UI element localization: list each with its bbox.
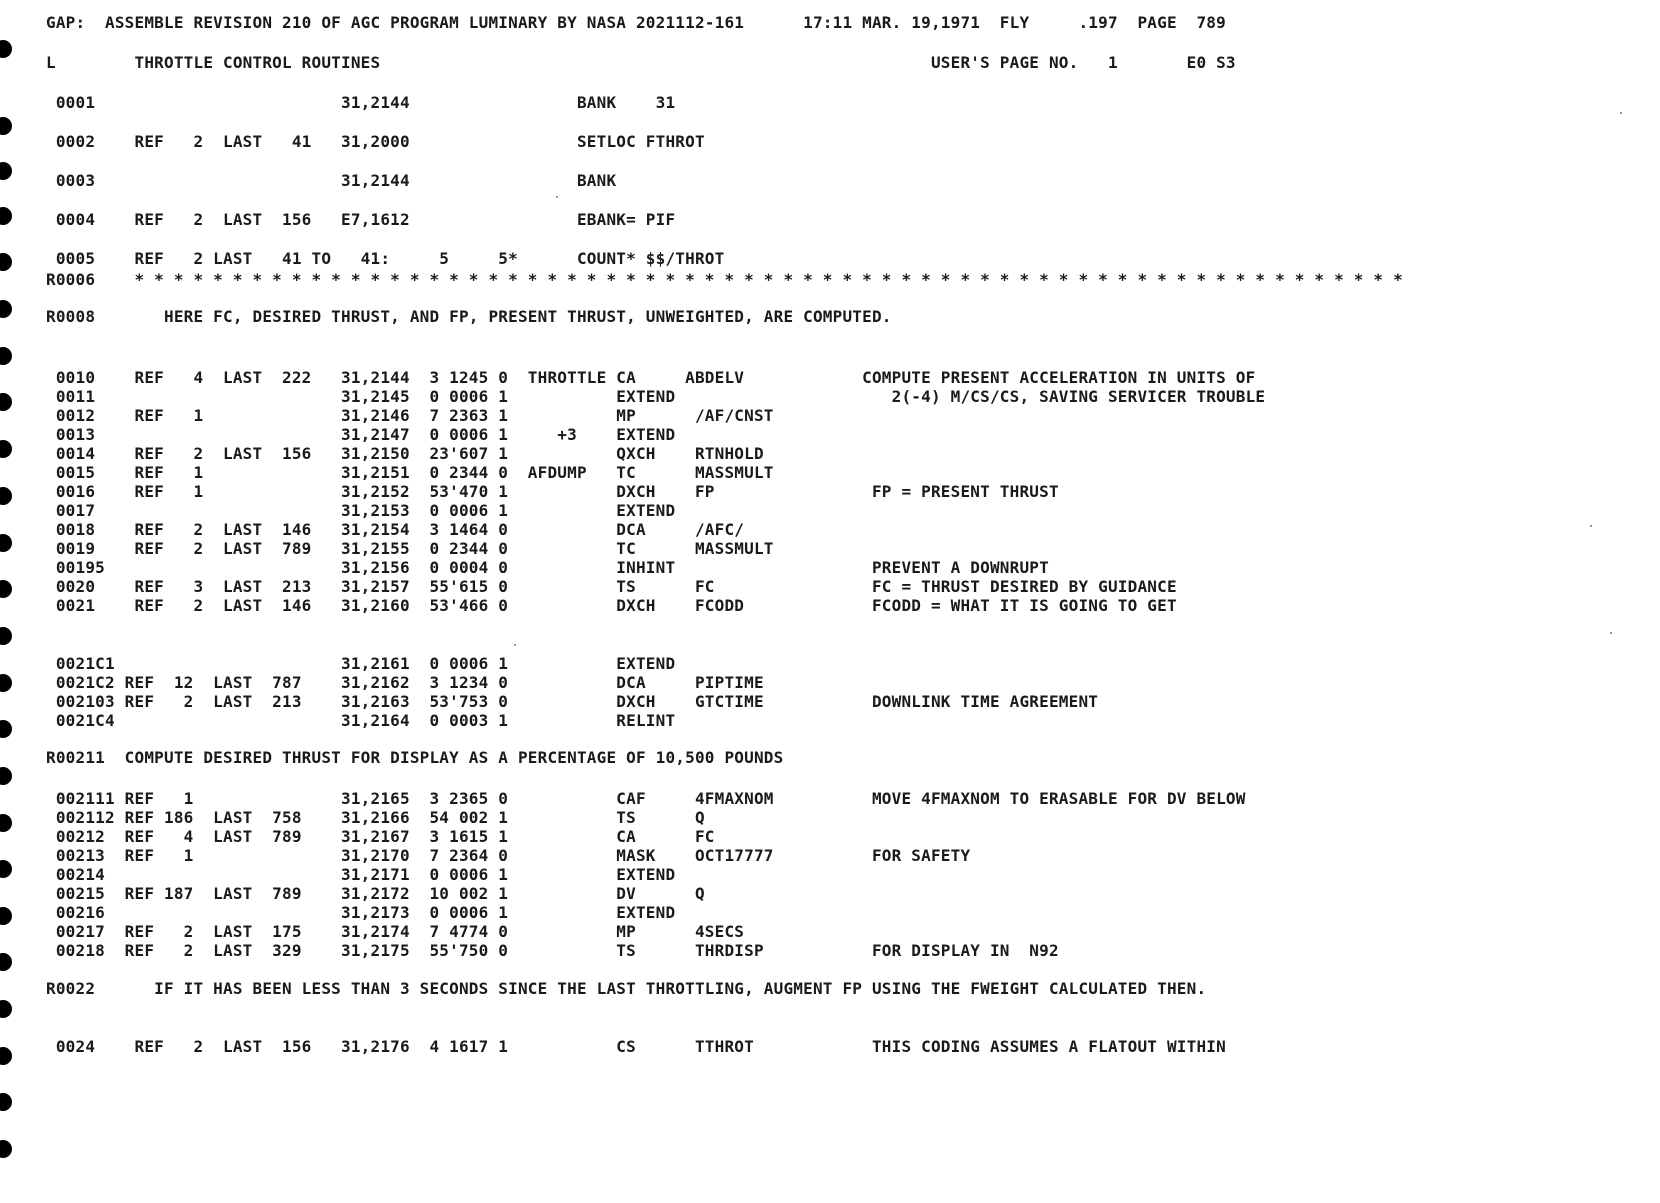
listing-line: 0021C4 31,2164 0 0003 1 RELINT [46, 711, 676, 730]
punch-hole [0, 814, 12, 832]
listing-line: 00217 REF 2 LAST 175 31,2174 7 4774 0 MP 4SECS [46, 922, 745, 941]
punch-hole [0, 720, 12, 738]
punch-hole [0, 300, 12, 318]
punch-hole [0, 162, 12, 180]
listing-line: 0016 REF 1 31,2152 53'470 1 DXCH FP FP = PRESENT THRUST [46, 482, 1059, 501]
listing-line: 00195 31,2156 0 0004 0 INHINT PREVENT A DOWNRUPT [46, 558, 1049, 577]
listing-line: 002111 REF 1 31,2165 3 2365 0 CAF 4FMAXNOM MOVE 4FMAXNOM TO ERASABLE FOR DV BELOW [46, 789, 1246, 808]
listing-line: 0024 REF 2 LAST 156 31,2176 4 1617 1 CS TTHROT THIS CODING ASSUMES A FLATOUT WITHIN [46, 1037, 1226, 1056]
listing-line: 00213 REF 1 31,2170 7 2364 0 MASK OCT17777 FOR SAFETY [46, 846, 971, 865]
listing-line: 0012 REF 1 31,2146 7 2363 1 MP /AF/CNST [46, 406, 774, 425]
paper-speck [1620, 112, 1622, 114]
punch-hole [0, 953, 12, 971]
listing-line: 0003 31,2144 BANK [46, 171, 617, 190]
listing-line: 0018 REF 2 LAST 146 31,2154 3 1464 0 DCA /AFC/ [46, 520, 745, 539]
paper-speck [514, 644, 516, 646]
listing-line: 00216 31,2173 0 0006 1 EXTEND [46, 903, 676, 922]
punch-hole [0, 534, 12, 552]
listing-remark: R0008 HERE FC, DESIRED THRUST, AND FP, PRESENT THRUST, UNWEIGHTED, ARE COMPUTED. [46, 307, 892, 326]
listing-line: 0019 REF 2 LAST 789 31,2155 0 2344 0 TC MASSMULT [46, 539, 774, 558]
listing-line: 00214 31,2171 0 0006 1 EXTEND [46, 865, 676, 884]
listing-line: 00212 REF 4 LAST 789 31,2167 3 1615 1 CA FC [46, 827, 715, 846]
listing-line: 00215 REF 187 LAST 789 31,2172 10 002 1 DV Q [46, 884, 705, 903]
listing-line: 0015 REF 1 31,2151 0 2344 0 AFDUMP TC MASSMULT [46, 463, 774, 482]
punch-hole [0, 860, 12, 878]
listing-header-subtitle: L THROTTLE CONTROL ROUTINES USER'S PAGE NO. 1 E0 S3 [46, 53, 1236, 72]
punch-hole [0, 907, 12, 925]
listing-separator: R0006 * * * * * * * * * * * * * * * * * * * * * * * * * * * * * * * * * * * * * * * * * * * * * * * * * * * * * * * * * * * * * * * * * [46, 270, 1403, 289]
punch-hole [0, 580, 12, 598]
listing-remark: R0022 IF IT HAS BEEN LESS THAN 3 SECONDS SINCE THE LAST THROTTLING, AUGMENT FP USING THE FWEIGHT CALCULATED THEN. [46, 979, 1207, 998]
paper-speck [556, 196, 558, 198]
punch-hole [0, 347, 12, 365]
punch-hole [0, 767, 12, 785]
punch-hole [0, 627, 12, 645]
listing-header-title: GAP: ASSEMBLE REVISION 210 OF AGC PROGRAM LUMINARY BY NASA 2021112-161 17:11 MAR. 19,1971 FLY .197 PAGE 789 [46, 13, 1226, 32]
listing-line: 002103 REF 2 LAST 213 31,2163 53'753 0 DXCH GTCTIME DOWNLINK TIME AGREEMENT [46, 692, 1099, 711]
punch-hole [0, 1140, 12, 1158]
listing-line: 0005 REF 2 LAST 41 TO 41: 5 5* COUNT* $$/THROT [46, 249, 725, 268]
punch-hole [0, 117, 12, 135]
listing-line: 0017 31,2153 0 0006 1 EXTEND [46, 501, 676, 520]
listing-line: 0011 31,2145 0 0006 1 EXTEND 2(-4) M/CS/CS, SAVING SERVICER TROUBLE [46, 387, 1266, 406]
punch-hole [0, 1047, 12, 1065]
punch-hole [0, 487, 12, 505]
paper-speck [1590, 525, 1592, 527]
listing-line: 0021 REF 2 LAST 146 31,2160 53'466 0 DXCH FCODD FCODD = WHAT IT IS GOING TO GET [46, 596, 1177, 615]
listing-line: 002112 REF 186 LAST 758 31,2166 54 002 1 TS Q [46, 808, 705, 827]
punch-hole [0, 440, 12, 458]
listing-line: 00218 REF 2 LAST 329 31,2175 55'750 0 TS THRDISP FOR DISPLAY IN N92 [46, 941, 1059, 960]
listing-line: 0020 REF 3 LAST 213 31,2157 55'615 0 TS FC FC = THRUST DESIRED BY GUIDANCE [46, 577, 1177, 596]
punch-hole [0, 674, 12, 692]
paper-speck [1610, 632, 1612, 634]
punch-hole [0, 207, 12, 225]
listing-line: 0004 REF 2 LAST 156 E7,1612 EBANK= PIF [46, 210, 676, 229]
listing-line: 0013 31,2147 0 0006 1 +3 EXTEND [46, 425, 676, 444]
punch-hole [0, 393, 12, 411]
listing-remark: R00211 COMPUTE DESIRED THRUST FOR DISPLAY AS A PERCENTAGE OF 10,500 POUNDS [46, 748, 784, 767]
listing-line: 0021C1 31,2161 0 0006 1 EXTEND [46, 654, 676, 673]
listing-line: 0002 REF 2 LAST 41 31,2000 SETLOC FTHROT [46, 132, 705, 151]
listing-line: 0014 REF 2 LAST 156 31,2150 23'607 1 QXCH RTNHOLD [46, 444, 764, 463]
punch-hole [0, 1000, 12, 1018]
punch-hole [0, 40, 12, 58]
listing-line: 0001 31,2144 BANK 31 [46, 93, 676, 112]
punch-hole [0, 1093, 12, 1111]
listing-line: 0021C2 REF 12 LAST 787 31,2162 3 1234 0 DCA PIPTIME [46, 673, 764, 692]
listing-line: 0010 REF 4 LAST 222 31,2144 3 1245 0 THROTTLE CA ABDELV COMPUTE PRESENT ACCELERATION IN UNITS OF [46, 368, 1256, 387]
punch-hole [0, 253, 12, 271]
